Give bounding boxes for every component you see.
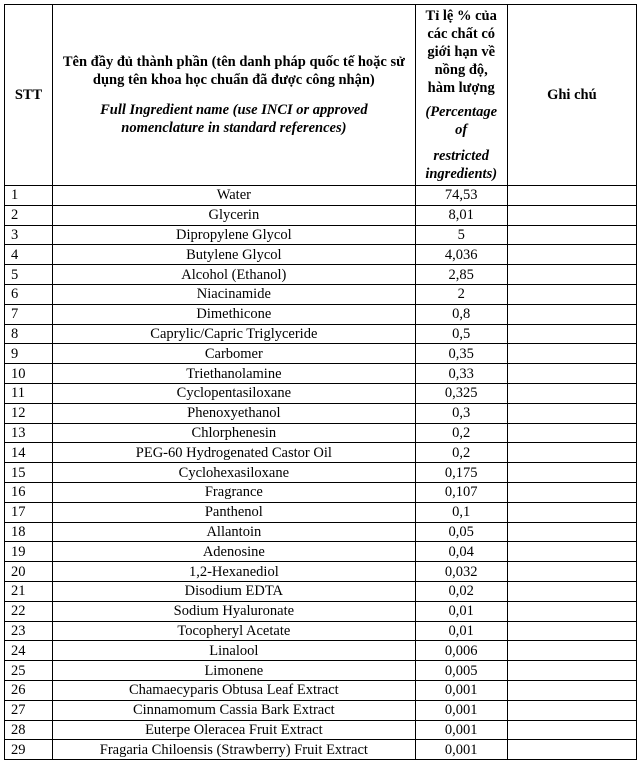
table-row — [5, 304, 637, 324]
table-row — [5, 205, 637, 225]
row-stt-cell: 8 — [5, 324, 53, 344]
row-percentage-cell: 0,33 — [415, 364, 507, 384]
row-note-cell — [507, 463, 636, 483]
table-row — [5, 641, 637, 661]
table-row — [5, 562, 637, 582]
ingredient-table — [4, 4, 637, 760]
row-percentage-cell: 0,001 — [415, 680, 507, 700]
row-stt-cell: 9 — [5, 344, 53, 364]
row-ingredient-cell: Panthenol — [53, 502, 416, 522]
row-percentage-cell: 0,006 — [415, 641, 507, 661]
table-row — [5, 621, 637, 641]
header-ingredient-name — [53, 5, 416, 186]
row-note-cell — [507, 265, 636, 285]
table-row — [5, 403, 637, 423]
row-note-cell — [507, 502, 636, 522]
row-note-cell — [507, 423, 636, 443]
table-row — [5, 225, 637, 245]
row-percentage-cell: 0,1 — [415, 502, 507, 522]
table-row — [5, 740, 637, 760]
row-stt-cell: 19 — [5, 542, 53, 562]
row-note-cell — [507, 443, 636, 463]
row-percentage-cell: 0,01 — [415, 621, 507, 641]
table-row — [5, 383, 637, 403]
row-ingredient-cell: Disodium EDTA — [53, 581, 416, 601]
row-stt-cell: 5 — [5, 265, 53, 285]
header-stt: STT — [5, 5, 53, 186]
row-ingredient-cell: Triethanolamine — [53, 364, 416, 384]
table-row — [5, 601, 637, 621]
row-stt-cell: 18 — [5, 522, 53, 542]
row-note-cell — [507, 522, 636, 542]
row-percentage-cell: 0,001 — [415, 720, 507, 740]
row-ingredient-cell: Butylene Glycol — [53, 245, 416, 265]
row-percentage-cell: 0,5 — [415, 324, 507, 344]
header-name-vi: Tên đầy đủ thành phần (tên danh pháp quốc tế hoặc sử dụng tên khoa học chuẩn đã được công nhận) — [62, 54, 405, 88]
row-note-cell — [507, 661, 636, 681]
table-header-row — [5, 5, 637, 186]
row-stt-cell: 23 — [5, 621, 53, 641]
row-note-cell — [507, 344, 636, 364]
row-note-cell — [507, 641, 636, 661]
row-percentage-cell: 0,2 — [415, 443, 507, 463]
table-row — [5, 463, 637, 483]
table-row — [5, 502, 637, 522]
table-row — [5, 680, 637, 700]
row-percentage-cell: 0,175 — [415, 463, 507, 483]
row-note-cell — [507, 304, 636, 324]
row-ingredient-cell: Tocopheryl Acetate — [53, 621, 416, 641]
row-stt-cell: 10 — [5, 364, 53, 384]
row-stt-cell: 27 — [5, 700, 53, 720]
table-row — [5, 284, 637, 304]
row-ingredient-cell: Cyclopentasiloxane — [53, 383, 416, 403]
table-row — [5, 245, 637, 265]
table-row — [5, 581, 637, 601]
row-percentage-cell: 0,001 — [415, 740, 507, 760]
row-stt-cell: 13 — [5, 423, 53, 443]
row-percentage-cell: 0,35 — [415, 344, 507, 364]
table-body — [5, 186, 637, 760]
row-note-cell — [507, 581, 636, 601]
row-ingredient-cell: Adenosine — [53, 542, 416, 562]
row-ingredient-cell: Dipropylene Glycol — [53, 225, 416, 245]
row-note-cell — [507, 740, 636, 760]
table-row — [5, 661, 637, 681]
row-ingredient-cell: Cyclohexasiloxane — [53, 463, 416, 483]
row-ingredient-cell: Alcohol (Ethanol) — [53, 265, 416, 285]
row-ingredient-cell: Limonene — [53, 661, 416, 681]
row-stt-cell: 12 — [5, 403, 53, 423]
header-pct-en-2: restricted ingredients) — [425, 148, 498, 182]
row-percentage-cell: 74,53 — [415, 186, 507, 206]
row-ingredient-cell: Carbomer — [53, 344, 416, 364]
row-note-cell — [507, 284, 636, 304]
row-note-cell — [507, 482, 636, 502]
row-stt-cell: 7 — [5, 304, 53, 324]
row-stt-cell: 16 — [5, 482, 53, 502]
row-stt-cell: 4 — [5, 245, 53, 265]
table-row — [5, 700, 637, 720]
row-ingredient-cell: Chamaecyparis Obtusa Leaf Extract — [53, 680, 416, 700]
row-stt-cell: 28 — [5, 720, 53, 740]
row-ingredient-cell: Fragaria Chiloensis (Strawberry) Fruit Extract — [53, 740, 416, 760]
row-ingredient-cell: Phenoxyethanol — [53, 403, 416, 423]
header-pct-vi: Tỉ lệ % của các chất có giới hạn về nồng độ, hàm lượng — [425, 8, 497, 96]
row-percentage-cell: 0,3 — [415, 403, 507, 423]
row-percentage-cell: 0,04 — [415, 542, 507, 562]
table-row — [5, 720, 637, 740]
header-name-en: Full Ingredient name (use INCI or approved nomenclature in standard references) — [100, 102, 368, 136]
row-ingredient-cell: Dimethicone — [53, 304, 416, 324]
row-percentage-cell: 0,05 — [415, 522, 507, 542]
table-row — [5, 542, 637, 562]
row-note-cell — [507, 205, 636, 225]
row-ingredient-cell: Cinnamomum Cassia Bark Extract — [53, 700, 416, 720]
table-row — [5, 344, 637, 364]
row-note-cell — [507, 403, 636, 423]
header-percentage — [415, 5, 507, 186]
row-ingredient-cell: Chlorphenesin — [53, 423, 416, 443]
row-stt-cell: 11 — [5, 383, 53, 403]
row-stt-cell: 22 — [5, 601, 53, 621]
table-row — [5, 265, 637, 285]
row-ingredient-cell: Euterpe Oleracea Fruit Extract — [53, 720, 416, 740]
row-stt-cell: 15 — [5, 463, 53, 483]
row-note-cell — [507, 542, 636, 562]
row-stt-cell: 3 — [5, 225, 53, 245]
row-percentage-cell: 5 — [415, 225, 507, 245]
row-percentage-cell: 0,107 — [415, 482, 507, 502]
row-note-cell — [507, 225, 636, 245]
row-percentage-cell: 0,8 — [415, 304, 507, 324]
row-stt-cell: 26 — [5, 680, 53, 700]
row-ingredient-cell: Fragrance — [53, 482, 416, 502]
row-ingredient-cell: Sodium Hyaluronate — [53, 601, 416, 621]
row-stt-cell: 29 — [5, 740, 53, 760]
row-percentage-cell: 0,01 — [415, 601, 507, 621]
row-note-cell — [507, 601, 636, 621]
row-percentage-cell: 0,325 — [415, 383, 507, 403]
row-percentage-cell: 0,001 — [415, 700, 507, 720]
row-stt-cell: 20 — [5, 562, 53, 582]
row-stt-cell: 25 — [5, 661, 53, 681]
header-pct-en-1: (Percentage of — [425, 104, 498, 138]
row-stt-cell: 1 — [5, 186, 53, 206]
row-note-cell — [507, 324, 636, 344]
row-ingredient-cell: Linalool — [53, 641, 416, 661]
row-ingredient-cell: PEG-60 Hydrogenated Castor Oil — [53, 443, 416, 463]
row-percentage-cell: 0,02 — [415, 581, 507, 601]
table-row — [5, 443, 637, 463]
row-ingredient-cell: Water — [53, 186, 416, 206]
row-ingredient-cell: 1,2-Hexanediol — [53, 562, 416, 582]
row-stt-cell: 17 — [5, 502, 53, 522]
row-note-cell — [507, 245, 636, 265]
header-note: Ghi chú — [507, 5, 636, 186]
row-percentage-cell: 0,032 — [415, 562, 507, 582]
row-percentage-cell: 4,036 — [415, 245, 507, 265]
row-percentage-cell: 8,01 — [415, 205, 507, 225]
row-stt-cell: 6 — [5, 284, 53, 304]
row-note-cell — [507, 383, 636, 403]
row-note-cell — [507, 720, 636, 740]
row-note-cell — [507, 364, 636, 384]
row-percentage-cell: 2,85 — [415, 265, 507, 285]
table-row — [5, 522, 637, 542]
row-stt-cell: 21 — [5, 581, 53, 601]
table-row — [5, 186, 637, 206]
row-ingredient-cell: Glycerin — [53, 205, 416, 225]
row-ingredient-cell: Caprylic/Capric Triglyceride — [53, 324, 416, 344]
row-percentage-cell: 0,2 — [415, 423, 507, 443]
row-ingredient-cell: Niacinamide — [53, 284, 416, 304]
row-note-cell — [507, 562, 636, 582]
table-row — [5, 423, 637, 443]
row-stt-cell: 24 — [5, 641, 53, 661]
row-stt-cell: 2 — [5, 205, 53, 225]
row-note-cell — [507, 680, 636, 700]
table-row — [5, 324, 637, 344]
row-note-cell — [507, 700, 636, 720]
row-note-cell — [507, 621, 636, 641]
row-percentage-cell: 0,005 — [415, 661, 507, 681]
row-stt-cell: 14 — [5, 443, 53, 463]
row-ingredient-cell: Allantoin — [53, 522, 416, 542]
row-note-cell — [507, 186, 636, 206]
table-row — [5, 364, 637, 384]
row-percentage-cell: 2 — [415, 284, 507, 304]
table-row — [5, 482, 637, 502]
